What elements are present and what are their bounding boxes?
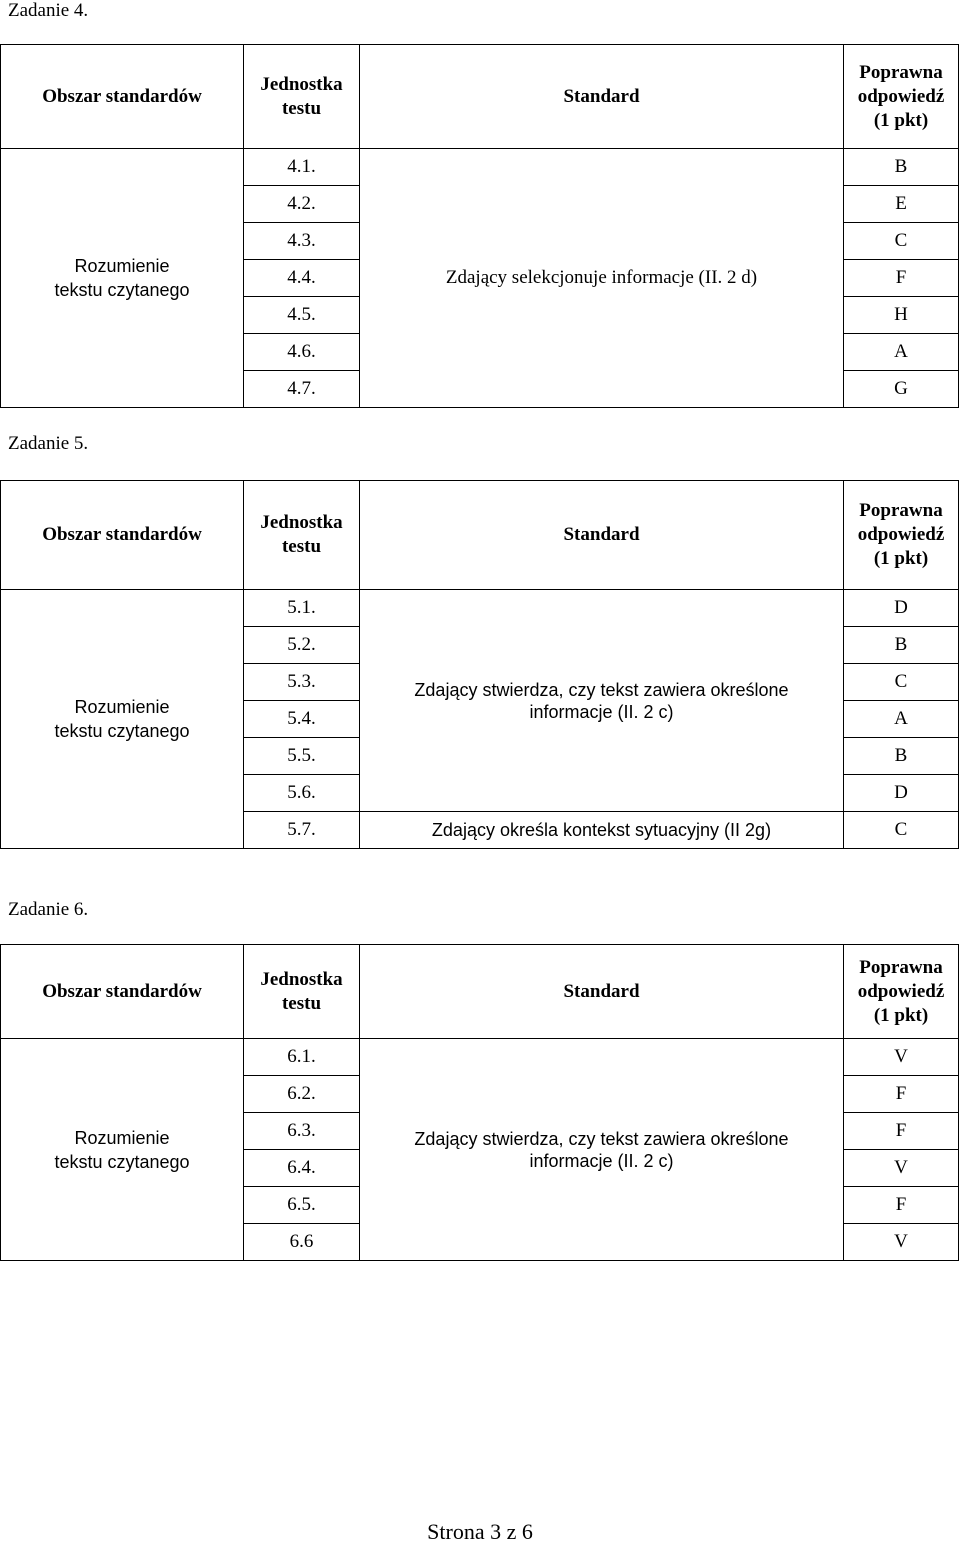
- header-standard: Standard: [360, 945, 844, 1039]
- standard-cell: Zdający stwierdza, czy tekst zawiera określone informacje (II. 2 c): [360, 1039, 844, 1261]
- unit-cell: 4.4.: [244, 260, 360, 297]
- unit-cell: 6.3.: [244, 1113, 360, 1150]
- area-cell: Rozumienie tekstu czytanego: [1, 590, 244, 849]
- header-standard: Standard: [360, 45, 844, 149]
- answer-cell: D: [844, 590, 959, 627]
- task-6-table: [0, 944, 959, 1261]
- header-row: [1, 481, 959, 590]
- answer-cell: H: [844, 297, 959, 334]
- task-4-table: [0, 44, 959, 408]
- header-unit: Jednostka testu: [244, 481, 360, 590]
- unit-cell: 5.2.: [244, 627, 360, 664]
- area-cell: Rozumienie tekstu czytanego: [1, 149, 244, 408]
- unit-cell: 5.4.: [244, 701, 360, 738]
- answer-cell: F: [844, 1113, 959, 1150]
- answer-cell: D: [844, 775, 959, 812]
- header-answer: Poprawna odpowiedź (1 pkt): [844, 945, 959, 1039]
- answer-cell: V: [844, 1039, 959, 1076]
- header-area: Obszar standardów: [1, 481, 244, 590]
- table-row: [1, 149, 959, 186]
- area-cell: Rozumienie tekstu czytanego: [1, 1039, 244, 1261]
- standard-cell: Zdający stwierdza, czy tekst zawiera określone informacje (II. 2 c): [360, 590, 844, 812]
- unit-cell: 5.7.: [244, 812, 360, 849]
- unit-cell: 4.7.: [244, 371, 360, 408]
- unit-cell: 5.3.: [244, 664, 360, 701]
- unit-cell: 4.5.: [244, 297, 360, 334]
- answer-cell: F: [844, 1187, 959, 1224]
- unit-cell: 4.6.: [244, 334, 360, 371]
- answer-cell: F: [844, 260, 959, 297]
- answer-cell: A: [844, 334, 959, 371]
- task-4-title: Zadanie 4.: [8, 0, 89, 21]
- unit-cell: 4.3.: [244, 223, 360, 260]
- unit-cell: 4.1.: [244, 149, 360, 186]
- unit-cell: 5.6.: [244, 775, 360, 812]
- header-area: Obszar standardów: [1, 45, 244, 149]
- standard-cell: Zdający określa kontekst sytuacyjny (II 2g): [360, 812, 844, 849]
- answer-cell: B: [844, 627, 959, 664]
- answer-cell: G: [844, 371, 959, 408]
- header-row: [1, 945, 959, 1039]
- answer-cell: E: [844, 186, 959, 223]
- header-answer: Poprawna odpowiedź (1 pkt): [844, 481, 959, 590]
- table-row: [1, 590, 959, 627]
- standard-cell: Zdający selekcjonuje informacje (II. 2 d): [360, 149, 844, 408]
- answer-cell: V: [844, 1224, 959, 1261]
- answer-cell: A: [844, 701, 959, 738]
- answer-cell: F: [844, 1076, 959, 1113]
- answer-cell: C: [844, 812, 959, 849]
- answer-cell: C: [844, 664, 959, 701]
- answer-cell: B: [844, 738, 959, 775]
- header-standard: Standard: [360, 481, 844, 590]
- unit-cell: 6.4.: [244, 1150, 360, 1187]
- unit-cell: 6.2.: [244, 1076, 360, 1113]
- unit-cell: 6.5.: [244, 1187, 360, 1224]
- table-row: [1, 1039, 959, 1076]
- header-area: Obszar standardów: [1, 945, 244, 1039]
- unit-cell: 6.6: [244, 1224, 360, 1261]
- answer-cell: V: [844, 1150, 959, 1187]
- answer-cell: B: [844, 149, 959, 186]
- page-number: Strona 3 z 6: [427, 1519, 533, 1544]
- header-answer: Poprawna odpowiedź (1 pkt): [844, 45, 959, 149]
- task-5-table: [0, 480, 959, 849]
- unit-cell: 6.1.: [244, 1039, 360, 1076]
- unit-cell: 5.1.: [244, 590, 360, 627]
- task-5-title: Zadanie 5.: [8, 433, 89, 454]
- task-6-title: Zadanie 6.: [8, 899, 89, 920]
- unit-cell: 5.5.: [244, 738, 360, 775]
- unit-cell: 4.2.: [244, 186, 360, 223]
- answer-cell: C: [844, 223, 959, 260]
- header-row: [1, 45, 959, 149]
- header-unit: Jednostka testu: [244, 45, 360, 149]
- header-unit: Jednostka testu: [244, 945, 360, 1039]
